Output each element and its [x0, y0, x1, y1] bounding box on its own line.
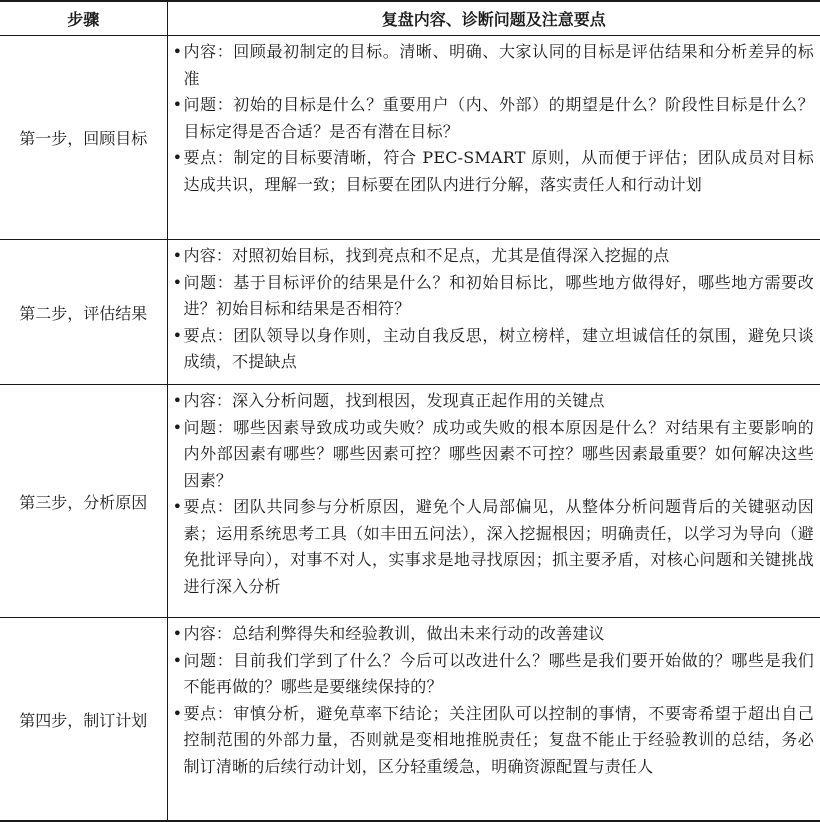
- bullet-icon: •: [172, 650, 183, 670]
- detail-key-points: • 要点：团队共同参与分析原因，避免个人局部偏见，从整体分析问题背后的关键驱动因素；运用系统思考工具（如丰田五问法），深入挖掘根因；明确责任，以学习为导向（避免批评导向），对事不对人，实事求是地寻找原因；抓主要矛盾，对核心问题和关键挑战进行深入分析: [172, 494, 815, 600]
- detail-key-points: • 要点：审慎分析，避免草率下结论；关注团队可以控制的事情，不要寄希望于超出自己控制范围的外部力量，否则就是变相地推脱责任；复盘不能止于经验教训的总结，务必制订清晰的后续行动计划，区分轻重缓急，明确资源配置与责任人: [172, 701, 815, 781]
- table-header-row: [0, 1, 820, 36]
- detail-content: • 内容：总结利弊得失和经验教训，做出未来行动的改善建议: [172, 621, 815, 648]
- detail-questions: • 问题：目前我们学到了什么？今后可以改进什么？哪些是我们要开始做的？哪些是我们不能再做的？哪些是要继续保持的？: [172, 648, 815, 701]
- bullet-icon: •: [172, 497, 183, 516]
- table-row: [0, 385, 820, 618]
- table-row: [0, 240, 820, 385]
- detail-questions: • 问题：初始的目标是什么？重要用户（内、外部）的期望是什么？阶段性目标是什么？目标定得是否合适？是否有潜在目标？: [172, 92, 815, 145]
- bullet-icon: •: [172, 42, 183, 61]
- header-content: 复盘内容、诊断问题及注意要点: [167, 1, 820, 36]
- bullet-icon: •: [172, 246, 183, 265]
- detail-content: • 内容：回顾最初制定的目标。清晰、明确、大家认同的目标是评估结果和分析差异的标准: [172, 39, 815, 92]
- step-name: 第一步，回顾目标: [0, 36, 167, 240]
- detail-content: • 内容：对照初始目标，找到亮点和不足点，尤其是值得深入挖掘的点: [172, 243, 815, 270]
- bullet-icon: •: [172, 272, 183, 292]
- bullet-icon: •: [172, 391, 183, 410]
- bullet-icon: •: [172, 325, 183, 345]
- step-details: [167, 240, 820, 385]
- step-name: 第四步，制订计划: [0, 618, 167, 822]
- bullet-icon: •: [172, 95, 183, 114]
- step-name: 第三步，分析原因: [0, 385, 167, 618]
- table-row: [0, 36, 820, 240]
- header-step: 步骤: [0, 1, 167, 36]
- detail-questions: • 问题：哪些因素导致成功或失败？成功或失败的根本原因是什么？对结果有主要影响的内外部因素有哪些？哪些因素可控？哪些因素不可控？哪些因素最重要？如何解决这些因素？: [172, 415, 815, 495]
- bullet-icon: •: [172, 703, 183, 723]
- step-details: [167, 385, 820, 618]
- detail-content: • 内容：深入分析问题，找到根因，发现真正起作用的关键点: [172, 388, 815, 415]
- step-details: [167, 618, 820, 822]
- detail-key-points: • 要点：团队领导以身作则，主动自我反思，树立榜样，建立坦诚信任的氛围，避免只谈成绩，不提缺点: [172, 323, 815, 376]
- step-name: 第二步，评估结果: [0, 240, 167, 385]
- detail-key-points: • 要点：制定的目标要清晰，符合 PEC-SMART 原则，从而便于评估；团队成员对目标达成共识，理解一致；目标要在团队内进行分解，落实责任人和行动计划: [172, 145, 815, 198]
- detail-questions: • 问题：基于目标评价的结果是什么？和初始目标比，哪些地方做得好，哪些地方需要改进？初始目标和结果是否相符？: [172, 270, 815, 323]
- step-details: [167, 36, 820, 240]
- bullet-icon: •: [172, 624, 183, 643]
- bullet-icon: •: [172, 148, 183, 167]
- table-row: [0, 618, 820, 822]
- bullet-icon: •: [172, 417, 183, 437]
